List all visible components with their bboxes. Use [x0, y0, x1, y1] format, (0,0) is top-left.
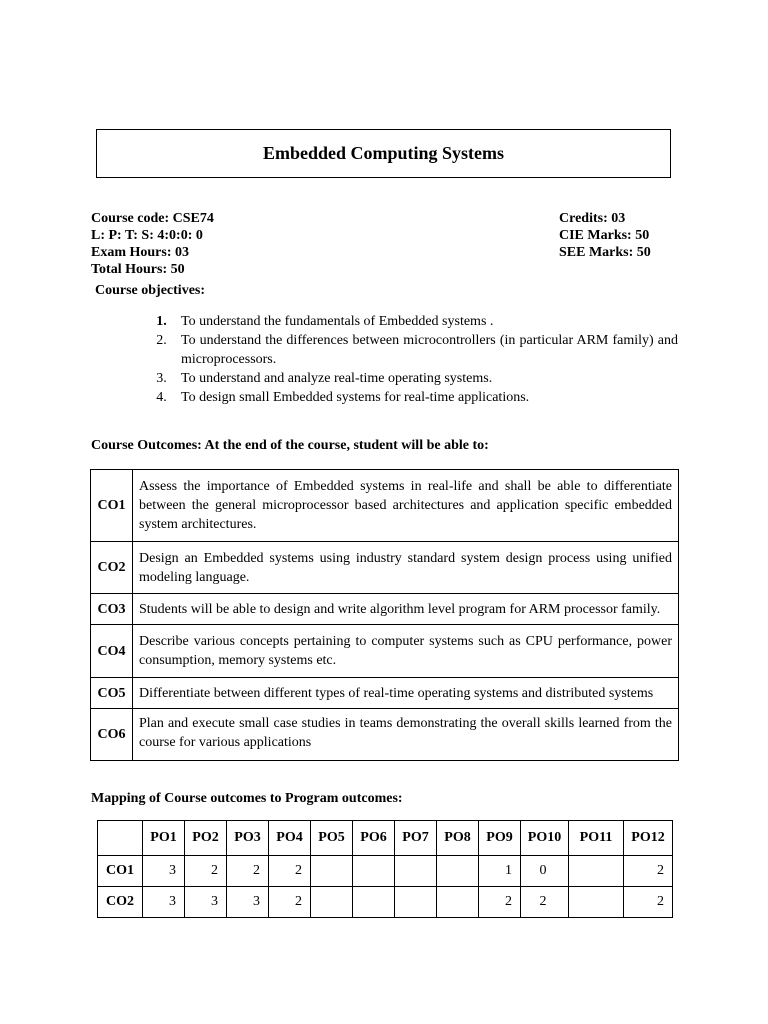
- mapping-cell: [569, 887, 624, 918]
- po-column-header: PO9: [479, 821, 521, 856]
- co-description: Differentiate between different types of real-time operating systems and distributed systems: [133, 678, 679, 709]
- objective-text: To understand and analyze real-time operating systems.: [181, 371, 493, 386]
- table-row: [91, 625, 679, 678]
- mapping-cell: [353, 856, 395, 887]
- co-row-label: CO1: [98, 856, 143, 887]
- mapping-cell: [311, 887, 353, 918]
- co-po-mapping-table: [97, 820, 673, 918]
- co-description: Design an Embedded systems using industry standard system design process using unified modeling language.: [133, 542, 679, 594]
- table-row: [91, 542, 679, 594]
- document-title: Embedded Computing Systems: [96, 129, 671, 178]
- course-meta-right: [559, 210, 651, 261]
- mapping-cell: 3: [185, 887, 227, 918]
- co-description: Assess the importance of Embedded systems in real-life and shall be able to differentiate between the general microprocessor based architectures and application specific embedded system architectures.: [133, 470, 679, 542]
- po-column-header: PO4: [269, 821, 311, 856]
- po-column-header: PO12: [624, 821, 673, 856]
- po-column-header: PO11: [569, 821, 624, 856]
- course-meta-left: [91, 210, 214, 278]
- mapping-cell: [437, 887, 479, 918]
- mapping-cell: 2: [624, 856, 673, 887]
- objective-text: To understand the differences between microcontrollers (in particular ARM family) and microprocessors.: [181, 333, 678, 367]
- co-code: CO4: [91, 625, 133, 678]
- objectives-list: [142, 312, 678, 407]
- objective-item: [142, 369, 678, 388]
- objective-number: 4.: [156, 390, 167, 405]
- po-column-header: PO8: [437, 821, 479, 856]
- po-column-header: PO2: [185, 821, 227, 856]
- see-marks: SEE Marks: 50: [559, 245, 651, 260]
- mapping-cell: [395, 856, 437, 887]
- objective-item: [142, 331, 678, 369]
- po-column-header: PO1: [143, 821, 185, 856]
- mapping-cell: 0: [521, 856, 569, 887]
- corner-cell: [98, 821, 143, 856]
- mapping-heading: Mapping of Course outcomes to Program outcomes:: [91, 791, 403, 806]
- co-code: CO6: [91, 709, 133, 761]
- mapping-cell: 2: [521, 887, 569, 918]
- mapping-cell: 2: [479, 887, 521, 918]
- co-code: CO3: [91, 594, 133, 625]
- mapping-cell: 2: [185, 856, 227, 887]
- co-code: CO1: [91, 470, 133, 542]
- course-outcomes-table: [90, 469, 679, 761]
- mapping-cell: 2: [227, 856, 269, 887]
- mapping-cell: 3: [227, 887, 269, 918]
- objective-text: To design small Embedded systems for real-time applications.: [181, 390, 530, 405]
- mapping-cell: [569, 856, 624, 887]
- co-row-label: CO2: [98, 887, 143, 918]
- table-row: [98, 887, 673, 918]
- po-column-header: PO5: [311, 821, 353, 856]
- mapping-cell: [311, 856, 353, 887]
- objective-number: 3.: [156, 371, 167, 386]
- credits: Credits: 03: [559, 211, 626, 226]
- total-hours: Total Hours: 50: [91, 262, 185, 277]
- exam-hours: Exam Hours: 03: [91, 245, 189, 260]
- table-row: [91, 678, 679, 709]
- objective-item: [142, 312, 678, 331]
- co-description: Plan and execute small case studies in teams demonstrating the overall skills learned from the course for various applications: [133, 709, 679, 761]
- co-code: CO2: [91, 542, 133, 594]
- po-column-header: PO10: [521, 821, 569, 856]
- objectives-heading: Course objectives:: [95, 283, 206, 298]
- outcomes-heading: Course Outcomes: At the end of the course, student will be able to:: [91, 438, 489, 453]
- mapping-cell: [395, 887, 437, 918]
- mapping-cell: 3: [143, 887, 185, 918]
- po-column-header: PO6: [353, 821, 395, 856]
- mapping-cell: [353, 887, 395, 918]
- mapping-cell: 2: [624, 887, 673, 918]
- mapping-cell: 3: [143, 856, 185, 887]
- table-row: [91, 594, 679, 625]
- table-row: [91, 470, 679, 542]
- po-column-header: PO7: [395, 821, 437, 856]
- mapping-cell: 2: [269, 887, 311, 918]
- co-description: Describe various concepts pertaining to computer systems such as CPU performance, power consumption, memory systems etc.: [133, 625, 679, 678]
- course-code: Course code: CSE74: [91, 211, 214, 226]
- objective-item: [142, 388, 678, 407]
- co-code: CO5: [91, 678, 133, 709]
- objective-number: 1.: [156, 314, 167, 329]
- mapping-cell: 2: [269, 856, 311, 887]
- cie-marks: CIE Marks: 50: [559, 228, 650, 243]
- mapping-cell: [437, 856, 479, 887]
- table-row: [98, 856, 673, 887]
- lpts: L: P: T: S: 4:0:0: 0: [91, 228, 203, 243]
- mapping-cell: 1: [479, 856, 521, 887]
- co-description: Students will be able to design and write algorithm level program for ARM processor family.: [133, 594, 679, 625]
- objective-number: 2.: [156, 333, 167, 348]
- table-header-row: [98, 821, 673, 856]
- objective-text: To understand the fundamentals of Embedded systems .: [181, 314, 494, 329]
- table-row: [91, 709, 679, 761]
- po-column-header: PO3: [227, 821, 269, 856]
